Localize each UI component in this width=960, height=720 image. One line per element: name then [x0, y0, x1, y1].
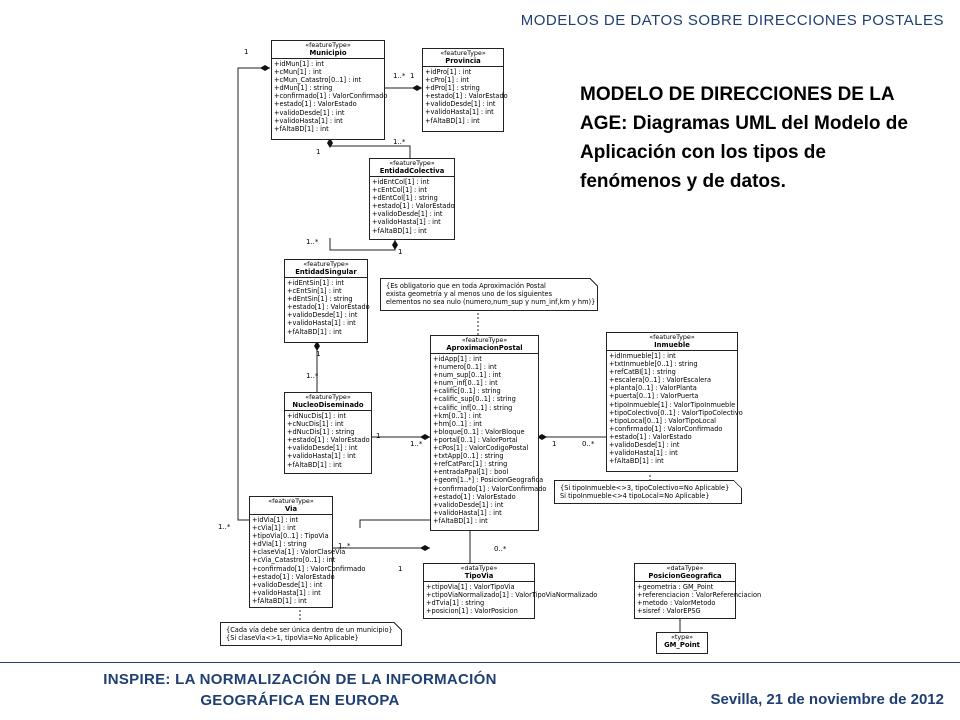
attribute: +idMun[1] : int — [274, 60, 324, 68]
attribute: +idVia[1] : int — [252, 516, 299, 524]
attribute: +fAltaBD[1] : int — [287, 327, 342, 336]
class-tipovia — [423, 563, 598, 619]
attribute: +dMun[1] : string — [274, 84, 333, 93]
attribute: +validoHasta[1] : int — [433, 508, 502, 517]
multiplicity: 1 — [316, 350, 321, 358]
attribute: +escalera[0..1] : ValorEscalera — [609, 376, 711, 385]
class-name: EntidadColectiva — [370, 167, 454, 177]
multiplicity: 1..* — [410, 440, 423, 448]
attribute: +km[0..1] : int — [433, 411, 482, 420]
attribute: +dEntCol[1] : string — [372, 194, 438, 203]
attribute: +dTvia[1] : string — [426, 599, 485, 608]
attribute: +validoDesde[1] : int — [372, 210, 443, 219]
attribute: +estado[1] : ValorEstado — [287, 436, 370, 445]
class-attributes — [285, 411, 371, 470]
note-line: elementos no sea nulo (numero,num_sup y num_inf,km y hm)} — [386, 298, 596, 307]
attribute: +validoHasta[1] : int — [287, 319, 356, 328]
diamond-2 — [412, 85, 422, 91]
attribute: +cPos[1] : ValorCodigoPostal — [433, 444, 529, 453]
attribute: +tipoLocal[0..1] : ValorTipoLocal — [609, 416, 716, 425]
attribute: +calific_inf[0..1] : string — [433, 403, 513, 412]
assoc-municipio-via — [238, 68, 270, 520]
attribute: +geometria : GM_Point — [637, 583, 714, 591]
attribute: +tipoInmueble[1] : ValorTipoInmueble — [609, 400, 736, 409]
class-name: EntidadSingular — [285, 268, 367, 278]
attribute: +dPro[1] : string — [425, 84, 480, 93]
footer-date: Sevilla, 21 de noviembre de 2012 — [710, 691, 944, 708]
class-attributes — [272, 59, 388, 134]
class-stereotype: «type» — [670, 633, 694, 641]
attribute: +metodo : ValorMetodo — [637, 599, 716, 608]
page-header: MODELOS DE DATOS SOBRE DIRECCIONES POSTALES — [520, 12, 944, 29]
attribute: +portal[0..1] : ValorPortal — [433, 435, 518, 444]
attribute: +fAltaBD[1] : int — [252, 596, 307, 605]
attribute: +sisref : ValorEPSG — [637, 607, 701, 616]
class-inmueble — [606, 332, 743, 472]
attribute: +validoDesde[1] : int — [609, 441, 680, 450]
attribute: +refCatBI[1] : string — [609, 368, 676, 377]
attribute: +estado[1] : ValorEstado — [433, 492, 516, 501]
class-stereotype: «featureType» — [461, 336, 508, 344]
attribute: +cEntCol[1] : int — [372, 186, 427, 195]
attribute: +estado[1] : ValorEstado — [372, 202, 455, 211]
multiplicity: 1..* — [338, 542, 351, 550]
attribute: +validoHasta[1] : int — [609, 449, 678, 458]
attribute: +posicion[1] : ValorPosicion — [426, 607, 518, 616]
attribute: +fAltaBD[1] : int — [609, 457, 664, 466]
attribute: +cPro[1] : int — [425, 76, 469, 85]
diamond-8 — [420, 545, 430, 551]
attribute: +hm[0..1] : int — [433, 419, 482, 428]
attribute: +numero[0..1] : int — [433, 363, 497, 372]
attribute: +num_sup[0..1] : int — [433, 371, 502, 380]
note-line: Si tipoInmueble<>4 tipoLocal=No Aplicable} — [560, 492, 710, 501]
class-name: GM_Point — [664, 641, 700, 649]
class-gmpoint — [656, 632, 708, 654]
attribute: +txtApp[0..1] : string — [433, 452, 504, 461]
class-stereotype: «featureType» — [305, 393, 351, 401]
note-line: {Es obligatorio que en toda Aproximación Postal — [386, 282, 546, 290]
multiplicity: 0..* — [582, 440, 595, 448]
attribute: +bloque[0..1] : ValorBloque — [433, 427, 525, 436]
attribute: +estado[1] : ValorEstado — [425, 92, 508, 101]
assoc-via-aprox2 — [360, 520, 430, 528]
class-stereotype: «featureType» — [440, 49, 486, 57]
attribute: +claseVia[1] : ValorClaseVia — [252, 548, 346, 557]
attribute: +cVia[1] : int — [252, 524, 296, 533]
multiplicity: 1..* — [306, 372, 319, 380]
class-stereotype: «dataType» — [460, 564, 498, 572]
attribute: +cEntSin[1] : int — [287, 287, 342, 296]
footer-title-line: GEOGRÁFICA EN EUROPA — [200, 692, 400, 709]
attribute: +estado[1] : ValorEstado — [252, 572, 335, 581]
note-inmueble — [554, 480, 742, 504]
attribute: +cVia_Catastro[0..1] : int — [252, 556, 336, 565]
class-municipio — [271, 40, 388, 140]
attribute: +validoHasta[1] : int — [372, 218, 441, 227]
class-posiciongeografica — [634, 563, 762, 619]
attribute: +idEntCol[1] : int — [372, 178, 430, 186]
attribute: +fAltaBD[1] : int — [433, 516, 488, 525]
class-name: NucleoDiseminado — [285, 401, 371, 411]
class-stereotype: «featureType» — [303, 260, 349, 268]
note-aproximacion — [380, 278, 598, 311]
attribute: +estado[1] : ValorEstado — [609, 432, 692, 441]
multiplicity: 1 — [376, 432, 381, 440]
class-stereotype: «featureType» — [268, 497, 314, 505]
attribute: +idInmueble[1] : int — [609, 352, 676, 360]
class-stereotype: «dataType» — [666, 564, 704, 572]
attribute: +num_inf[0..1] : int — [433, 379, 498, 388]
class-attributes — [285, 278, 370, 337]
class-attributes — [424, 582, 598, 616]
note-line: {Si claseVia<>1, tipoVia=No Aplicable} — [226, 634, 359, 643]
class-name: Municipio — [272, 49, 384, 59]
class-stereotype: «featureType» — [649, 333, 695, 341]
attribute: +cMun[1] : int — [274, 68, 322, 77]
attribute: +calific[0..1] : string — [433, 387, 501, 396]
attribute: +cNucDis[1] : int — [287, 420, 344, 429]
attribute: +validoDesde[1] : int — [252, 580, 323, 589]
attribute: +estado[1] : ValorEstado — [287, 303, 370, 312]
attribute: +cMun_Catastro[0..1] : int — [274, 76, 362, 85]
attribute: +confirmado[1] : ValorConfirmado — [433, 484, 547, 493]
attribute: +validoHasta[1] : int — [287, 452, 356, 461]
class-name: TipoVia — [424, 572, 534, 582]
attribute: +dEntSin[1] : string — [287, 295, 353, 304]
diamond-1 — [260, 65, 270, 71]
multiplicity: 1 — [398, 248, 403, 256]
attribute: +referenciacion : ValorReferenciacion — [637, 591, 762, 600]
class-attributes — [423, 67, 508, 126]
attribute: +fAltaBD[1] : int — [287, 460, 342, 469]
attribute: +tipoVia[0..1] : TipoVia — [252, 532, 329, 541]
attribute: +refCatParc[1] : string — [433, 460, 508, 469]
attribute: +idNucDis[1] : int — [287, 412, 346, 420]
attribute: +idPro[1] : int — [425, 68, 472, 76]
attribute: +planta[0..1] : ValorPlanta — [609, 384, 697, 393]
class-attributes — [635, 582, 762, 616]
class-stereotype: «featureType» — [389, 159, 435, 167]
footer-divider — [0, 662, 960, 663]
class-attributes — [370, 177, 454, 236]
attribute: +puerta[0..1] : ValorPuerta — [609, 392, 699, 401]
attribute: +dNucDis[1] : string — [287, 428, 355, 437]
attribute: +confirmado[1] : ValorConfirmado — [609, 424, 723, 433]
slide-title: MODELO DE DIRECCIONES DE LA AGE: Diagramas UML del Modelo de Aplicación con los tipos de fenómenos y de datos. — [580, 84, 908, 192]
attribute: +confirmado[1] : ValorConfirmado — [274, 92, 388, 101]
multiplicity: 1 — [410, 72, 415, 80]
class-attributes — [250, 515, 366, 606]
attribute: +validoDesde[1] : int — [287, 444, 358, 453]
attribute: +calific_sup[0..1] : string — [433, 395, 516, 404]
attribute: +validoDesde[1] : int — [425, 100, 496, 109]
attribute: +fAltaBD[1] : int — [274, 124, 329, 133]
class-provincia — [422, 48, 508, 132]
note-line: exista geometría y al menos uno de los siguientes — [386, 290, 553, 299]
attribute: +validoDesde[1] : int — [287, 311, 358, 320]
class-name: AproximacionPostal — [431, 344, 538, 354]
attribute: +geom[1..*] : PosicionGeografica — [433, 476, 544, 485]
note-line: {Si tipoInmueble<>3, tipoColectivo=No Aplicable} — [560, 484, 730, 492]
attribute: +ctipoVia[1] : ValorTipoVia — [426, 583, 515, 591]
attribute: +validoHasta[1] : int — [252, 588, 321, 597]
class-entidadcolectiva — [369, 158, 455, 240]
attribute: +txtInmueble[0..1] : string — [609, 360, 698, 369]
multiplicity: 1..* — [393, 138, 406, 146]
attribute: +validoHasta[1] : int — [274, 116, 343, 125]
attribute: +ctipoViaNormalizado[1] : ValorTipoViaNormalizado — [426, 591, 598, 600]
attribute: +confirmado[1] : ValorConfirmado — [252, 564, 366, 573]
footer-title-line: INSPIRE: LA NORMALIZACIÓN DE LA INFORMACIÓN — [103, 671, 497, 688]
class-via — [249, 496, 366, 608]
attribute: +dVia[1] : string — [252, 540, 307, 549]
class-stereotype: «featureType» — [305, 41, 351, 49]
class-name: Via — [250, 505, 332, 515]
class-name: Inmueble — [607, 341, 737, 351]
multiplicity: 1..* — [393, 72, 406, 80]
class-attributes — [607, 351, 743, 466]
attribute: +estado[1] : ValorEstado — [274, 100, 357, 109]
multiplicity: 1 — [552, 440, 557, 448]
multiplicity: 1..* — [306, 238, 319, 246]
multiplicity: 1 — [398, 565, 403, 573]
class-aproximacionpostal — [430, 335, 547, 531]
multiplicity: 0..* — [494, 545, 507, 553]
class-name: Provincia — [423, 57, 503, 67]
class-nucleodiseminado — [284, 392, 372, 474]
class-entidadsingular — [284, 259, 368, 343]
footer-event-title — [20, 669, 580, 711]
attribute: +tipoColectivo[0..1] : ValorTipoColectivo — [609, 408, 743, 417]
class-attributes — [431, 354, 547, 526]
attribute: +validoDesde[1] : int — [274, 108, 345, 117]
attribute: +fAltaBD[1] : int — [372, 226, 427, 235]
attribute: +idApp[1] : int — [433, 355, 482, 363]
attribute: +fAltaBD[1] : int — [425, 116, 480, 125]
attribute: +idEntSin[1] : int — [287, 279, 345, 287]
class-name: PosicionGeografica — [635, 572, 735, 582]
note-via — [220, 622, 402, 646]
attribute: +validoHasta[1] : int — [425, 108, 494, 117]
note-line: {Cada vía debe ser única dentro de un municipio} — [226, 626, 393, 634]
multiplicity: 1..* — [218, 523, 231, 531]
multiplicity: 1 — [244, 48, 249, 56]
multiplicity: 1 — [316, 148, 321, 156]
attribute: +validoDesde[1] : int — [433, 500, 504, 509]
attribute: +entradaPpal[1] : bool — [433, 468, 509, 477]
